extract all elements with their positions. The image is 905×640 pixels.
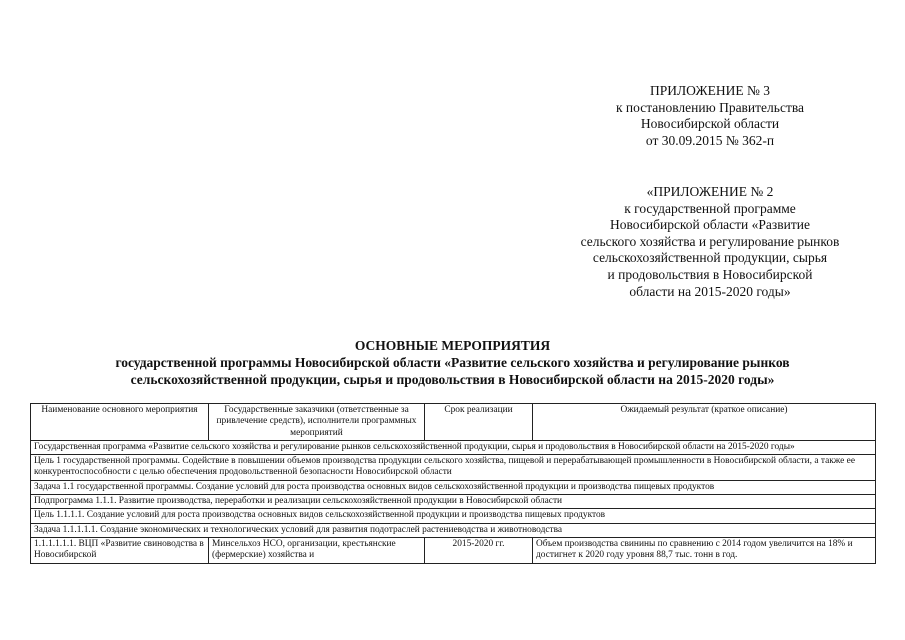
appendix-3-line: от 30.09.2015 № 362-п (645, 132, 775, 148)
measure-name-cell: 1.1.1.1.1.1. ВЦП «Развитие свиноводства в Новосибирской (31, 537, 209, 563)
table-row (31, 480, 876, 494)
table-row (31, 523, 876, 537)
appendix-3-line: к постановлению Правительства (615, 99, 805, 115)
goal-row: Цель 1 государственной программы. Содействие в повышении объемов производства продукции сельского хозяйства, пищевой и перерабатывающей промышленности в Новосибирской области, а также ее конкурентоспособности с целью обеспечения продовольственной безопасности Новосибирской области (31, 455, 876, 481)
appendix-3-line: Новосибирской области (640, 116, 780, 132)
column-header-name: Наименование основного мероприятия (31, 404, 209, 441)
table-row (31, 537, 876, 563)
appendix-2-line: Новосибирской области «Развитие (610, 217, 810, 233)
appendix-2-line: сельского хозяйства и регулирование рынков (580, 233, 840, 249)
appendix-2-line: области на 2015-2020 годы» (629, 283, 791, 299)
table-row (31, 509, 876, 523)
appendix-3-line: ПРИЛОЖЕНИЕ № 3 (649, 83, 771, 98)
measure-result-cell: Объем производства свинины по сравнению с 2014 годом увеличится на 18% и достигнет к 2020 году уровня 88,7 тыс. тонн в год. (533, 537, 876, 563)
subprogram-row: Подпрограмма 1.1.1. Развитие производства, переработки и реализации сельскохозяйственной продукции в Новосибирской области (31, 495, 876, 509)
table-row (31, 455, 876, 481)
appendix-2-line: и продовольствия в Новосибирской (607, 266, 813, 282)
table-header-row (31, 404, 876, 441)
measures-table (30, 403, 876, 564)
measure-customer-cell: Минсельхоз НСО, организации, крестьянские (фермерские) хозяйства и (209, 537, 425, 563)
subtask-row: Задача 1.1.1.1.1. Создание экономических и технологических условий для развития подотраслей растениеводства и животноводства (31, 523, 876, 537)
column-header-customer: Государственные заказчики (ответственные за привлечение средств), исполнители программных мероприятий (209, 404, 425, 441)
document-title: ОСНОВНЫЕ МЕРОПРИЯТИЯ (354, 338, 551, 353)
table-row (31, 440, 876, 454)
document-subtitle: государственной программы Новосибирской области «Развитие сельского хозяйства и регулирование рынков (115, 355, 790, 370)
task-row: Задача 1.1 государственной программы. Создание условий для роста производства основных видов сельскохозяйственной продукции и производства пищевых продуктов (31, 480, 876, 494)
column-header-result: Ожидаемый результат (краткое описание) (533, 404, 876, 441)
table-row (31, 495, 876, 509)
appendix-2-line: «ПРИЛОЖЕНИЕ № 2 (646, 184, 774, 199)
subgoal-row: Цель 1.1.1.1. Создание условий для роста производства основных видов сельскохозяйственной продукции и производства пищевых продуктов (31, 509, 876, 523)
measure-term-cell: 2015-2020 гг. (425, 537, 533, 563)
document-subtitle: сельскохозяйственной продукции, сырья и продовольствия в Новосибирской области на 2015-2020 годы» (130, 372, 775, 387)
column-header-term: Срок реализации (425, 404, 533, 441)
document-heading (30, 337, 875, 388)
program-row: Государственная программа «Развитие сельского хозяйства и регулирование рынков сельскохозяйственной продукции, сырья и продовольствия в Новосибирской области на 2015-2020 годы» (31, 440, 876, 454)
appendix-2-line: сельскохозяйственной продукции, сырья (592, 250, 828, 266)
appendix-2-block (540, 184, 880, 300)
appendix-3-block (560, 83, 860, 149)
appendix-2-line: к государственной программе (624, 200, 796, 216)
